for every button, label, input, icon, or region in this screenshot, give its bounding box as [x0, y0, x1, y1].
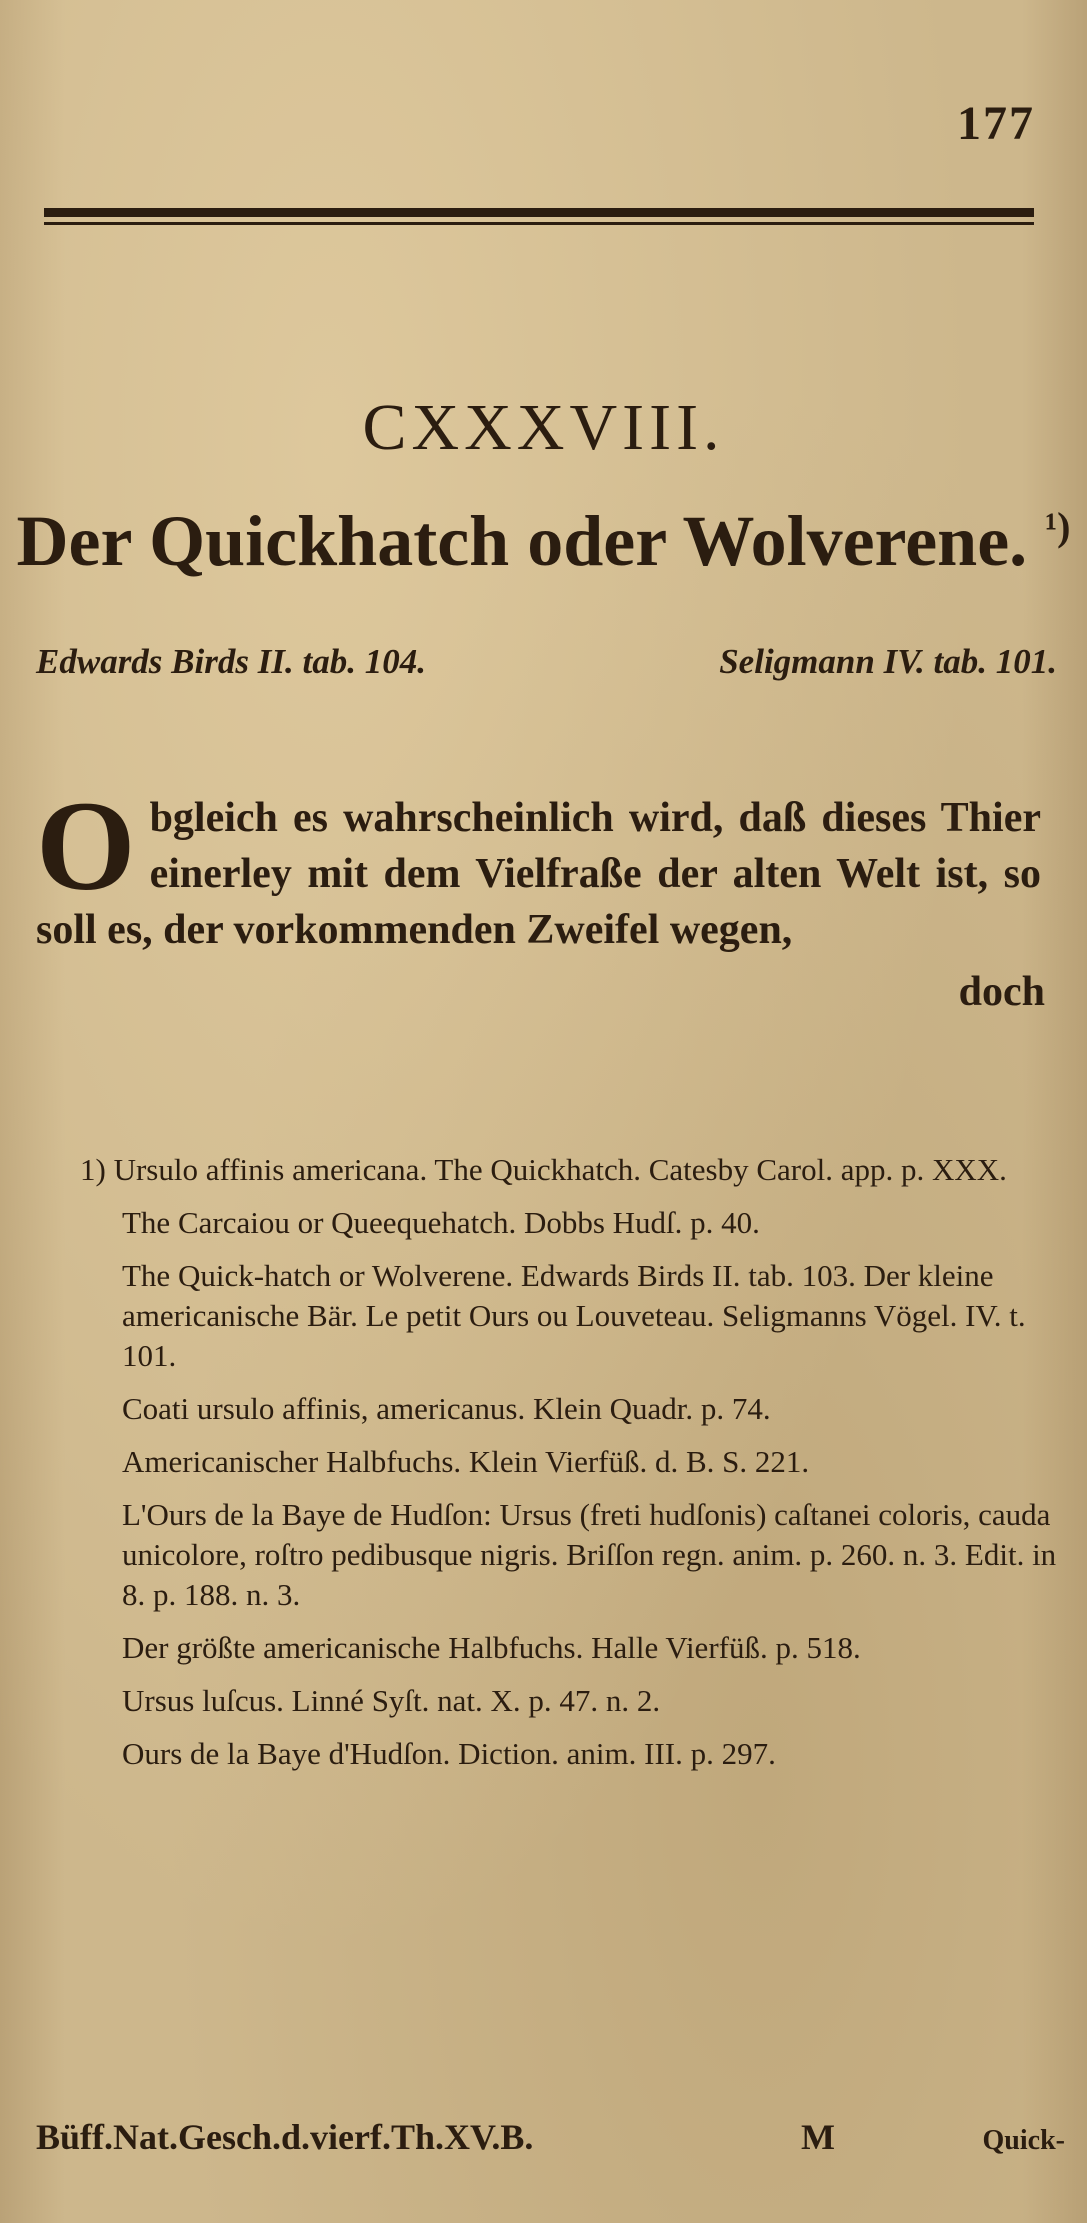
footnote: The Carcaiou or Queequehatch. Dobbs Hudſ. p. 40. [122, 1205, 760, 1240]
body-catchword: doch [958, 969, 1045, 1015]
chapter-number: CXXXVIII. [362, 391, 725, 464]
drop-cap: O [36, 775, 136, 917]
sheet-signature: M [800, 2117, 835, 2157]
footer-catchword: Quick- [982, 2125, 1065, 2156]
footnote-mark: ¹) [1045, 504, 1071, 549]
footnote: 1) Ursulo affinis americana. The Quickhatch. Catesby Carol. app. p. XXX. [80, 1152, 1007, 1187]
body-text: bgleich es wahrscheinlich wird, daß dieses Thier einerley mit dem Vielfraße der alten Welt ist, so soll es, der vorkommenden Zweifel wegen, [36, 795, 1041, 953]
footnote: Der größte americanische Halbfuchs. Halle Vierfüß. p. 518. [122, 1630, 861, 1665]
footnote: Americanischer Halbfuchs. Klein Vierfüß. d. B. S. 221. [122, 1444, 810, 1479]
source-references [36, 642, 1057, 682]
header-rule-thick [44, 208, 1034, 217]
page-footer [36, 2116, 1065, 2158]
footnote: The Quick-hatch or Wolverene. Edwards Birds II. tab. 103. Der kleine americanische Bär. Le petit Ours ou Louveteau. Seligmanns Vögel. IV. t. 101. [122, 1258, 1026, 1373]
footnotes [80, 1150, 1065, 1787]
signature-line: Büff.Nat.Gesch.d.vierf.Th.XV.B. [36, 2117, 534, 2157]
chapter-title [0, 500, 1087, 583]
page-number: 177 [957, 97, 1035, 150]
footnote: L'Ours de la Baye de Hudſon: Ursus (freti hudſonis) caſtanei coloris, cauda unicolore, roſtro pedibusque nigris. Briſſon regn. anim. p. 260. n. 3. Edit. in 8. p. 188. n. 3. [122, 1497, 1057, 1612]
footnote: Ours de la Baye d'Hudſon. Diction. anim. III. p. 297. [122, 1736, 776, 1771]
source-reference: Seligmann IV. tab. 101. [719, 642, 1057, 681]
body-paragraph [36, 775, 1041, 958]
footnote: Coati ursulo affinis, americanus. Klein Quadr. p. 74. [122, 1391, 771, 1426]
header-rule-thin [44, 222, 1034, 225]
footnote: Ursus luſcus. Linné Syſt. nat. X. p. 47. n. 2. [122, 1683, 661, 1718]
chapter-title-text: Der Quickhatch oder Wolverene. [16, 501, 1028, 581]
source-reference: Edwards Birds II. tab. 104. [36, 642, 426, 681]
